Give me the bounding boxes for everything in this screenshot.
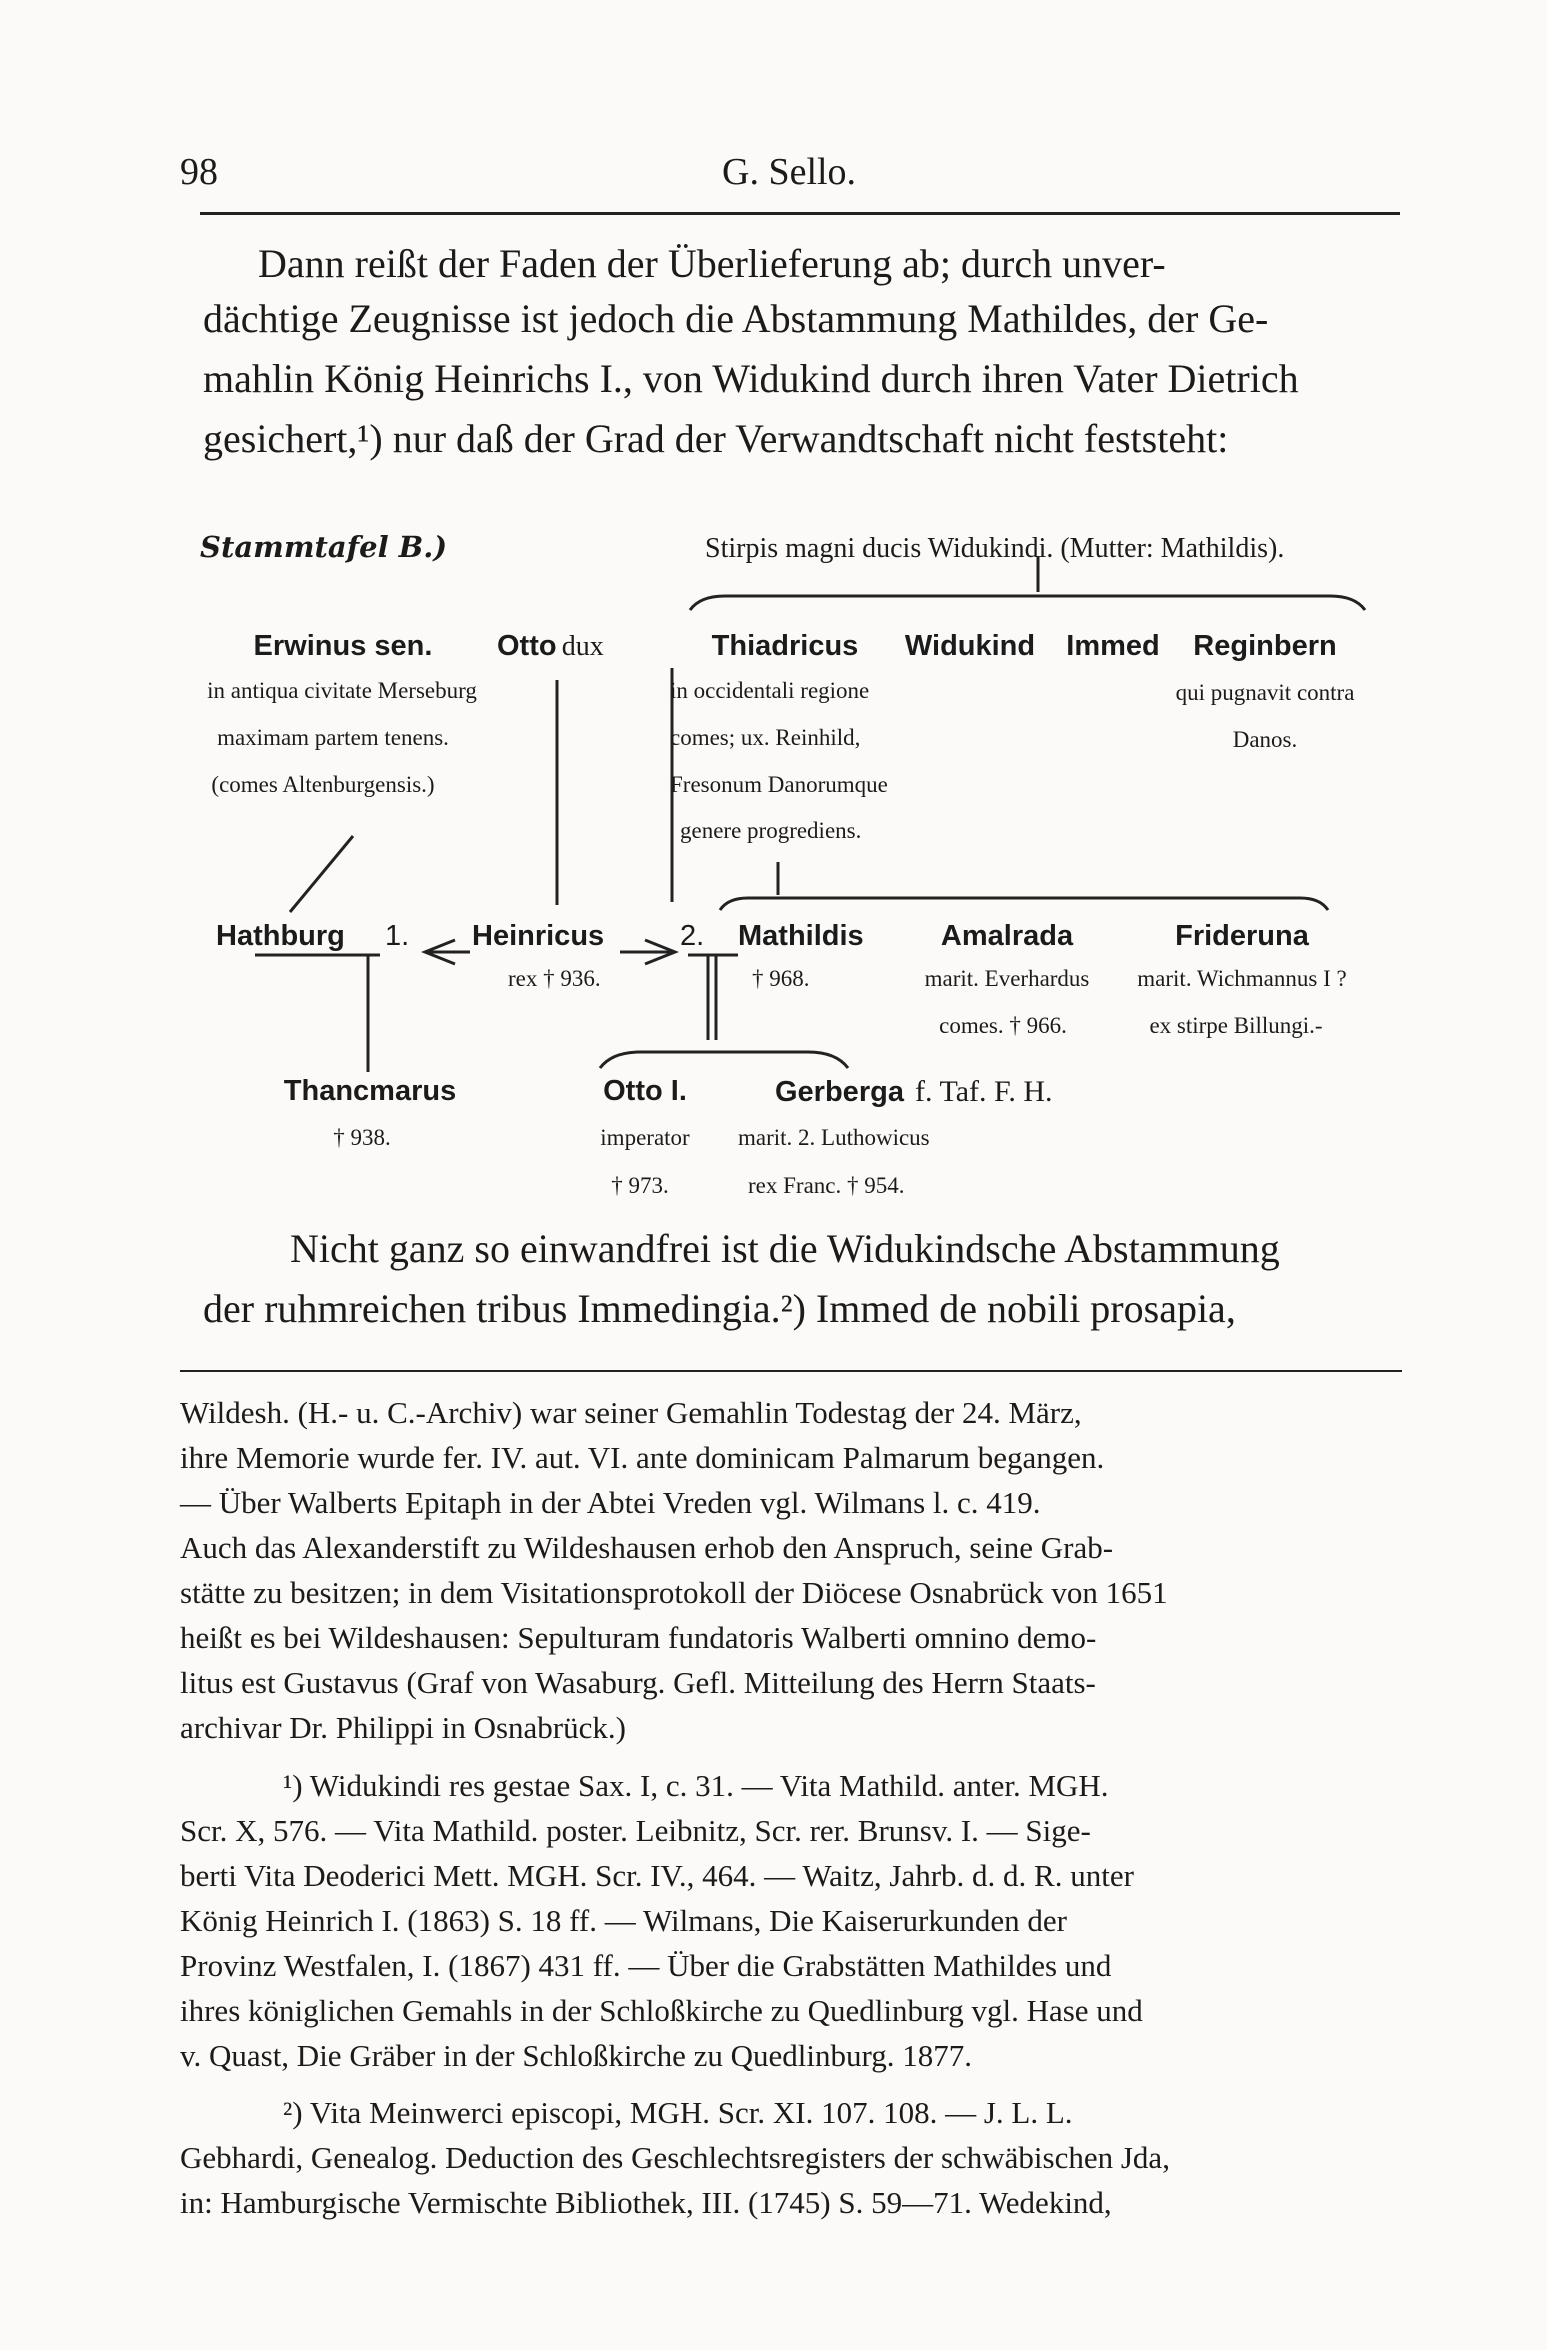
footnote-line: litus est Gustavus (Graf von Wasaburg. Gefl. Mitteilung des Herrn Staats- <box>180 1665 1096 1700</box>
node-thiadricus-note: Fresonum Danorumque <box>670 772 888 797</box>
node-amalrada-name: Amalrada <box>940 920 1074 952</box>
node-otto-i-name: Otto I. <box>603 1075 687 1107</box>
footnote-line: Wildesh. (H.- u. C.-Archiv) war seiner Gemahlin Todestag der 24. März, <box>180 1395 1082 1430</box>
node-frideruna-note: ex stirpe Billungi.- <box>1149 1013 1323 1038</box>
text-line: gesichert,¹) nur daß der Grad der Verwandtschaft nicht feststeht: <box>203 416 1229 461</box>
node-heinricus-note: rex † 936. <box>508 966 601 991</box>
footnote-line: stätte zu besitzen; in dem Visitationsprotokoll der Diöcese Osnabrück von 1651 <box>180 1575 1168 1610</box>
node-thancmarus-name: Thancmarus <box>283 1075 457 1107</box>
node-gerberga-note: rex Franc. † 954. <box>748 1173 905 1198</box>
node-reginbern-note: Danos. <box>1232 727 1298 752</box>
node-reginbern-name: Reginbern <box>1193 630 1337 662</box>
node-thiadricus-note: comes; ux. Reinhild, <box>670 725 861 750</box>
node-otto-dux-title: dux <box>561 631 604 662</box>
text-line: dächtige Zeugnisse ist jedoch die Abstammung Mathildes, der Ge- <box>203 296 1269 341</box>
footnote-line: ²) Vita Meinwerci episcopi, MGH. Scr. XI. 107. 108. — J. L. L. <box>283 2095 1073 2130</box>
table-title: Stirpis magni ducis Widukindi. (Mutter: Mathildis). <box>705 533 1285 564</box>
node-gerberga <box>775 1075 1052 1109</box>
node-reginbern-note: qui pugnavit contra <box>1175 680 1355 705</box>
footnote-line: Gebhardi, Genealog. Deduction des Geschlechtsregisters der schwäbischen Jda, <box>180 2140 1170 2175</box>
footnote-line: König Heinrich I. (1863) S. 18 ff. — Wilmans, Die Kaiserurkunden der <box>180 1903 1067 1938</box>
node-mathildis-marriage: 2. <box>680 920 705 952</box>
text-line: mahlin König Heinrichs I., von Widukind durch ihren Vater Dietrich <box>203 356 1299 401</box>
node-heinricus-name: Heinricus <box>472 920 605 952</box>
node-amalrada-note: marit. Everhardus <box>924 966 1090 991</box>
node-thancmarus-note: † 938. <box>333 1125 391 1150</box>
text-line: Nicht ganz so einwandfrei ist die Widukindsche Abstammung <box>290 1226 1280 1271</box>
node-widukind-name: Widukind <box>904 630 1036 662</box>
node-thiadricus-note: in occidentali regione <box>670 678 870 703</box>
node-hathburg-name: Hathburg <box>216 920 345 952</box>
node-frideruna-name: Frideruna <box>1175 920 1309 952</box>
footnote-line: berti Vita Deoderici Mett. MGH. Scr. IV., 464. — Waitz, Jahrb. d. d. R. unter <box>180 1858 1134 1893</box>
table-label: Stammtafel B.) <box>200 530 448 564</box>
node-gerberga-note: marit. 2. Luthowicus <box>738 1125 930 1150</box>
line-erwinus <box>290 836 353 912</box>
node-thiadricus-name: Thiadricus <box>711 630 859 662</box>
line-top-bracket <box>690 596 1365 610</box>
node-erwinus-note: (comes Altenburgensis.) <box>211 772 435 797</box>
node-gerberga-name: Gerberga <box>775 1076 904 1108</box>
node-gerberga-ref: f. Taf. F. H. <box>915 1075 1053 1108</box>
node-thiadricus-note: genere progrediens. <box>680 818 862 843</box>
footnote-line: in: Hamburgische Vermischte Bibliothek, III. (1745) S. 59—71. Wedekind, <box>180 2185 1112 2220</box>
node-erwinus-name: Erwinus sen. <box>253 630 433 662</box>
node-otto-dux <box>497 630 604 663</box>
node-hathburg-marriage: 1. <box>385 920 410 952</box>
running-title: G. Sello. <box>722 151 857 193</box>
page-number: 98 <box>180 151 218 193</box>
node-erwinus-note: maximam partem tenens. <box>217 725 449 750</box>
node-erwinus-note: in antiqua civitate Merseburg <box>207 678 477 703</box>
footnote-line: ihres königlichen Gemahls in der Schloßkirche zu Quedlinburg vgl. Hase und <box>180 1993 1143 2028</box>
node-otto-dux-name: Otto <box>497 630 557 662</box>
node-mathildis-name: Mathildis <box>738 920 864 952</box>
node-amalrada-note: comes. † 966. <box>939 1013 1067 1038</box>
footnote-line: ¹) Widukindi res gestae Sax. I, c. 31. — Vita Mathild. anter. MGH. <box>283 1768 1109 1803</box>
footnote-line: archivar Dr. Philippi in Osnabrück.) <box>180 1710 626 1745</box>
node-immed-name: Immed <box>1066 630 1160 662</box>
line-children-bracket <box>720 898 1328 910</box>
footnote-line: — Über Walberts Epitaph in der Abtei Vreden vgl. Wilmans l. c. 419. <box>180 1485 1041 1520</box>
text-line: der ruhmreichen tribus Immedingia.²) Immed de nobili prosapia, <box>203 1286 1236 1331</box>
footnote-line: ihre Memorie wurde fer. IV. aut. VI. ante dominicam Palmarum begangen. <box>180 1440 1105 1475</box>
text-line: Dann reißt der Faden der Überlieferung ab; durch unver- <box>258 241 1166 286</box>
footnote-line: Provinz Westfalen, I. (1867) 431 ff. — Über die Grabstätten Mathildes und <box>180 1948 1112 1983</box>
node-mathildis-note: † 968. <box>752 966 810 991</box>
node-otto-i-note: imperator <box>600 1125 690 1150</box>
footnote-line: Scr. X, 576. — Vita Mathild. poster. Leibnitz, Scr. rer. Brunsv. I. — Sige- <box>180 1813 1091 1848</box>
footnote-line: heißt es bei Wildeshausen: Sepulturam fundatoris Walberti omnino demo- <box>180 1620 1097 1655</box>
node-frideruna-note: marit. Wichmannus I ? <box>1137 966 1347 991</box>
footnote-line: v. Quast, Die Gräber in der Schloßkirche zu Quedlinburg. 1877. <box>180 2038 973 2073</box>
node-otto-i-note: † 973. <box>611 1173 669 1198</box>
footnote-rule <box>180 1370 1402 1372</box>
line-grandchildren-bracket <box>600 1052 848 1068</box>
footnote-line: Auch das Alexanderstift zu Wildeshausen erhob den Anspruch, seine Grab- <box>180 1530 1114 1565</box>
